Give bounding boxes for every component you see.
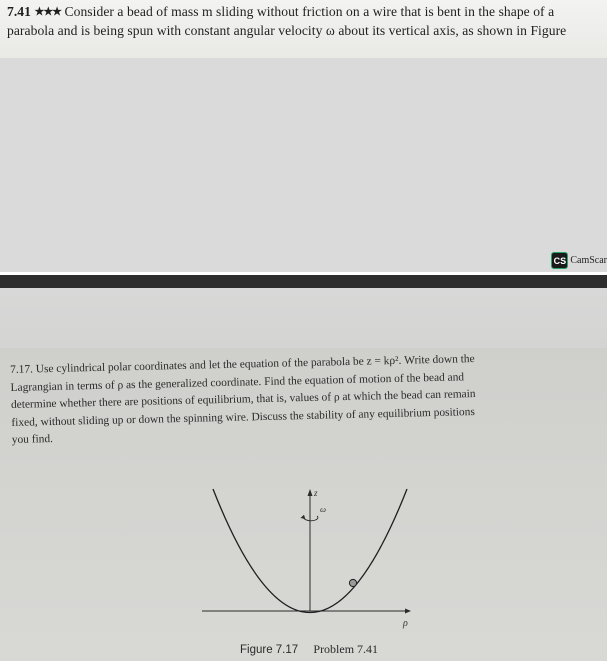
figure-caption: [240, 642, 378, 657]
blank-scan-region: [0, 58, 607, 272]
problem-statement: [7, 3, 603, 40]
camscanner-logo-icon: CS: [551, 252, 568, 269]
page-gap: [0, 288, 607, 348]
page-line: determine whether there are positions of equilibrium, that is, values of ρ at which the bead can remain: [10, 388, 476, 411]
page-divider: [0, 275, 607, 288]
page-line: fixed, without sliding up or down the spinning wire. Discuss the stability of any equilibrium positions: [11, 405, 475, 429]
difficulty-stars: ★★★: [34, 6, 62, 18]
rho-axis-label: ρ: [403, 618, 408, 629]
problem-line-1: [7, 3, 603, 22]
figure-label: Figure 7.17: [240, 644, 299, 656]
parabola-figure: [200, 486, 420, 631]
camscanner-watermark: [551, 251, 607, 269]
page-line: 7.17. Use cylindrical polar coordinates and let the equation of the parabola be z = kρ². Write down the: [10, 353, 475, 376]
rotation-arc: [304, 516, 318, 521]
problem-line-1-text: Consider a bead of mass m sliding without friction on a wire that is bent in the shape of a: [64, 4, 555, 19]
problem-header: [0, 0, 607, 58]
book-page-photo: [0, 348, 607, 661]
problem-label: Problem 7.41: [313, 642, 379, 656]
omega-label: ω: [320, 504, 327, 514]
page-line: Lagrangian in terms of ρ as the generalized coordinate. Find the equation of motion of the bead and: [10, 370, 465, 394]
bead: [349, 579, 356, 586]
problem-number: 7.41: [7, 4, 31, 19]
z-axis-arrow-icon: [308, 489, 313, 496]
page-paragraph: [10, 348, 597, 449]
rotation-arrow-icon: [301, 515, 306, 519]
z-axis-label: z: [314, 488, 318, 498]
camscanner-text: CamScar: [570, 254, 607, 266]
rho-axis-arrow-icon: [405, 609, 411, 614]
page-line: you find.: [11, 433, 54, 446]
problem-line-2: parabola and is being spun with constant angular velocity ω about its vertical axis, as shown in Figure: [7, 23, 567, 38]
